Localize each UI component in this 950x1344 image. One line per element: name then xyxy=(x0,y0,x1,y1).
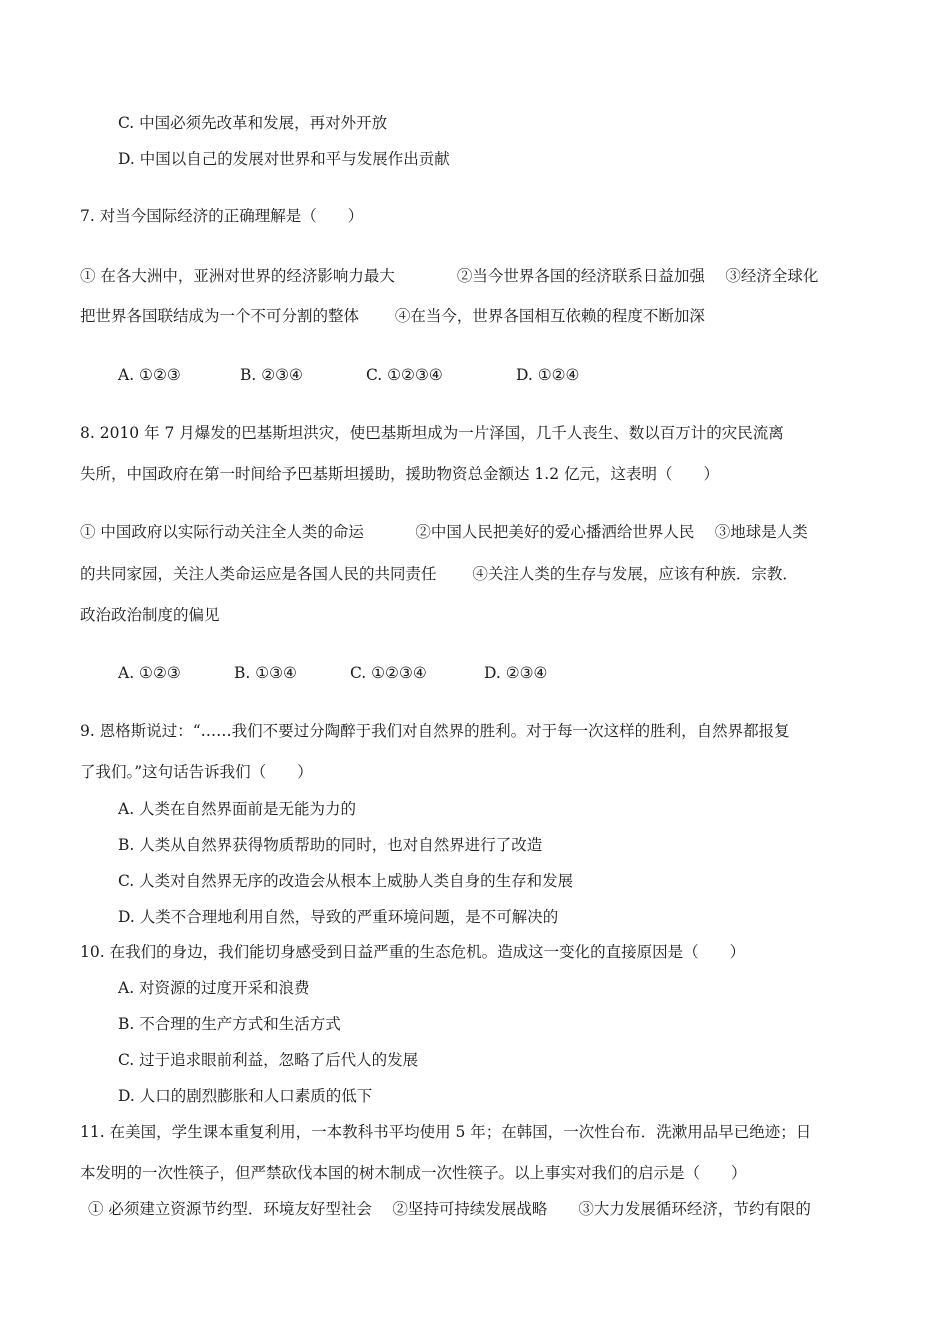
q7-choices xyxy=(118,364,579,386)
q9-option-d: D. 人类不合理地利用自然，导致的严重环境问题，是不可解决的 xyxy=(118,908,559,926)
q8-choice-b: B. ①③④ xyxy=(234,664,297,682)
q7-choice-a: A. ①②③ xyxy=(118,366,181,384)
q9-option-c: C. 人类对自然界无序的改造会从根本上威胁人类自身的生存和发展 xyxy=(118,872,574,890)
q8-stem-line2: 失所，中国政府在第一时间给予巴基斯坦援助，援助物资总金额达 1.2 亿元，这表明（ ） xyxy=(80,465,720,483)
q10-option-a: A. 对资源的过度开采和浪费 xyxy=(118,979,310,997)
q8-choice-a: A. ①②③ xyxy=(118,664,181,682)
q10-option-c: C. 过于追求眼前利益，忽略了后代人的发展 xyxy=(118,1051,419,1069)
q7-choice-d: D. ①②④ xyxy=(516,366,580,384)
q9-stem-line2: 了我们。”这句话告诉我们（ ） xyxy=(80,763,313,781)
q11-stem-line1: 11. 在美国，学生课本重复利用，一本教科书平均使用 5 年；在韩国，一次性台布．洗漱用品早已绝迹；日 xyxy=(80,1123,812,1141)
q7-stem: 7. 对当今国际经济的正确理解是（ ） xyxy=(80,207,364,225)
q10-option-d: D. 人口的剧烈膨胀和人口素质的低下 xyxy=(118,1087,373,1105)
q8-statement-line1: ① 中国政府以实际行动关注全人类的命运 ②中国人民把美好的爱心播洒给世界人民 ③地球是人类 xyxy=(80,523,808,541)
q8-choices xyxy=(118,662,547,684)
q9-stem-line1: 9. 恩格斯说过：“……我们不要过分陶醉于我们对自然界的胜利。对于每一次这样的胜利，自然界都报复 xyxy=(80,722,790,740)
q7-statement-line1: ① 在各大洲中，亚洲对世界的经济影响力最大 ②当今世界各国的经济联系日益加强 ③经济全球化 xyxy=(80,267,819,285)
q8-stem-line1: 8. 2010 年 7 月爆发的巴基斯坦洪灾，使巴基斯坦成为一片泽国，几千人丧生、数以百万计的灾民流离 xyxy=(80,424,784,442)
q8-choice-d: D. ②③④ xyxy=(484,664,548,682)
q10-option-b: B. 不合理的生产方式和生活方式 xyxy=(118,1015,341,1033)
q7-statement-line2: 把世界各国联结成为一个不可分割的整体 ④在当今，世界各国相互依赖的程度不断加深 xyxy=(80,307,705,325)
q8-statement-line3: 政治政治制度的偏见 xyxy=(80,606,220,624)
q10-stem: 10. 在我们的身边，我们能切身感受到日益严重的生态危机。造成这一变化的直接原因是（ ） xyxy=(80,943,746,961)
q8-statement-line2: 的共同家园，关注人类命运应是各国人民的共同责任 ④关注人类的生存与发展，应该有种族．宗教． xyxy=(80,565,798,583)
q7-choice-c: C. ①②③④ xyxy=(366,366,443,384)
q11-statement-line1: ① 必须建立资源节约型．环境友好型社会 ②坚持可持续发展战略 ③大力发展循环经济，节约有限的 xyxy=(88,1200,811,1218)
q11-stem-line2: 本发明的一次性筷子，但严禁砍伐本国的树木制成一次性筷子。以上事实对我们的启示是（ ） xyxy=(80,1164,747,1182)
q7-choice-b: B. ②③④ xyxy=(240,366,303,384)
q8-choice-c: C. ①②③④ xyxy=(350,664,427,682)
q9-option-a: A. 人类在自然界面前是无能为力的 xyxy=(118,800,357,818)
q6-option-d: D. 中国以自己的发展对世界和平与发展作出贡献 xyxy=(118,150,450,168)
q6-option-c: C. 中国必须先改革和发展，再对外开放 xyxy=(118,114,388,132)
q9-option-b: B. 人类从自然界获得物质帮助的同时，也对自然界进行了改造 xyxy=(118,836,543,854)
